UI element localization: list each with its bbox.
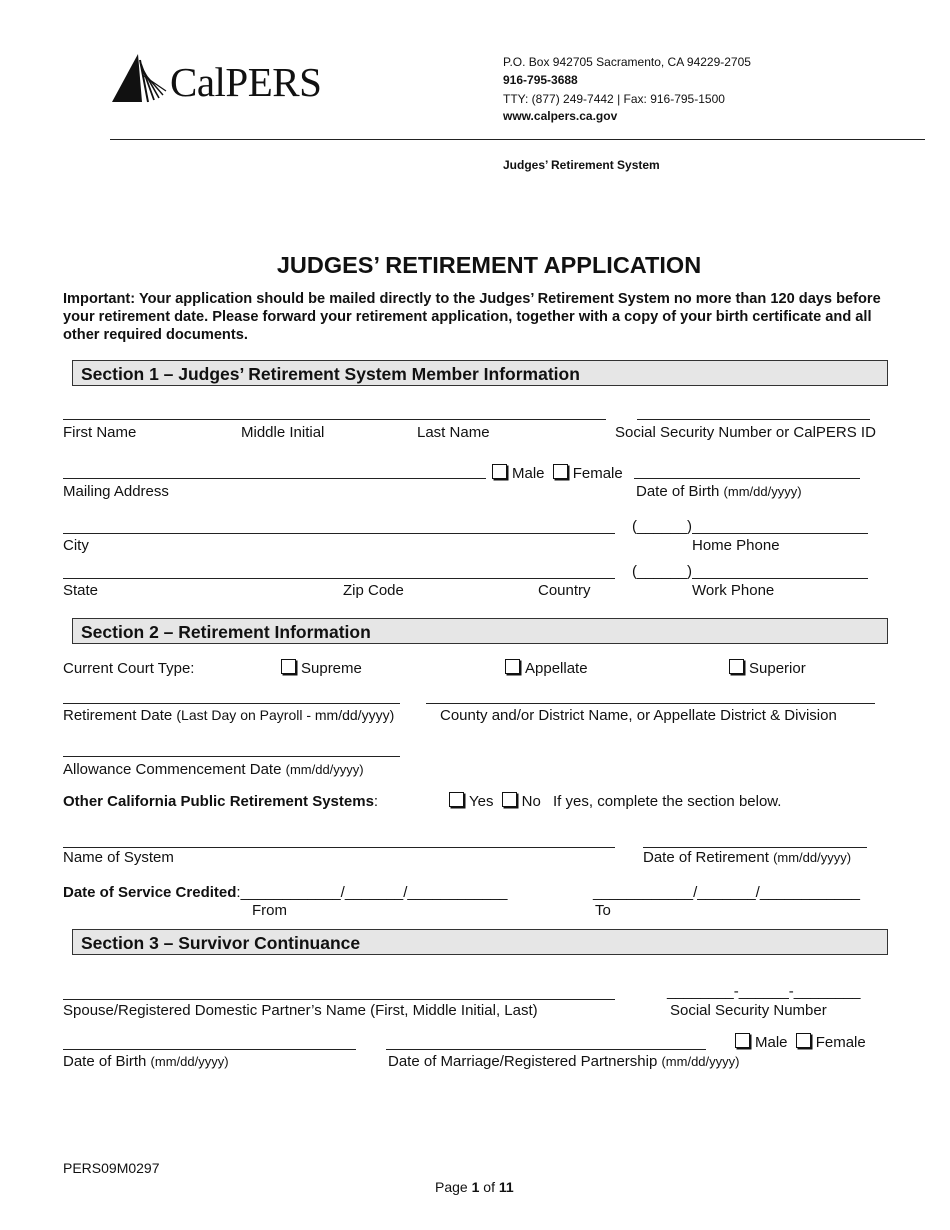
superior-checkbox[interactable] [729, 659, 744, 674]
spouse-dob-format: (mm/dd/yyyy) [150, 1054, 229, 1069]
dob-format: (mm/dd/yyyy) [723, 484, 802, 499]
appellate-checkbox[interactable] [505, 659, 520, 674]
male-label: Male [512, 465, 545, 482]
work-phone-input-line[interactable] [692, 578, 868, 579]
work-phone-label: Work Phone [692, 582, 775, 599]
country-label: Country [538, 582, 591, 599]
marriage-date-input-line[interactable] [386, 1049, 706, 1050]
date-of-retirement-format: (mm/dd/yyyy) [773, 850, 852, 865]
header-divider [110, 139, 925, 140]
ssn-id-label: Social Security Number or CalPERS ID [615, 424, 876, 441]
spouse-female-label: Female [815, 1034, 866, 1051]
retirement-date-label [63, 707, 394, 724]
page-total: 11 [498, 1179, 514, 1195]
court-type-label: Current Court Type: [63, 660, 195, 677]
name-of-system-label: Name of System [63, 849, 174, 866]
spouse-ssn-field[interactable]: ________-______-________ [667, 983, 861, 1000]
home-phone-area[interactable]: (______) [632, 518, 693, 535]
date-of-retirement-text: Date of Retirement [643, 849, 769, 866]
last-name-label: Last Name [417, 424, 490, 441]
home-phone-input-line[interactable] [692, 533, 868, 534]
supreme-label: Supreme [301, 660, 362, 677]
retirement-date-text: Retirement Date [63, 707, 173, 724]
spouse-name-label: Spouse/Registered Domestic Partner’s Name (First, Middle Initial, Last) [63, 1002, 538, 1019]
male-checkbox[interactable] [492, 464, 507, 479]
work-phone-area[interactable]: (______) [632, 563, 693, 580]
spouse-ssn-label: Social Security Number [670, 1002, 827, 1019]
logo-wordmark: CalPERS [170, 59, 322, 105]
date-credited-to-field[interactable]: ____________/_______/____________ [593, 884, 860, 901]
allowance-date-format: (mm/dd/yyyy) [285, 762, 364, 777]
phone-number: 916-795-3688 [503, 73, 578, 87]
no-checkbox[interactable] [502, 792, 517, 807]
important-notice: Important: Your application should be mailed directly to the Judges’ Retirement System no more than 120 days before your retirement date. Please forward your retirement application, together with a copy of your birth certificate and all other required documents. [63, 291, 881, 343]
address: P.O. Box 942705 Sacramento, CA 94229-2705 [503, 55, 751, 69]
name-input-line[interactable] [63, 419, 606, 420]
spouse-dob-label [63, 1053, 229, 1070]
section3-heading: Section 3 – Survivor Continuance [72, 929, 888, 955]
marriage-date-label [388, 1053, 739, 1070]
marriage-date-format: (mm/dd/yyyy) [661, 1054, 740, 1069]
spouse-name-input-line[interactable] [63, 999, 615, 1000]
calpers-logo-icon [112, 54, 168, 104]
retirement-date-note: (Last Day on Payroll - mm/dd/yyyy) [176, 707, 395, 723]
female-label: Female [572, 465, 623, 482]
page-title: JUDGES’ RETIREMENT APPLICATION [276, 252, 702, 278]
spouse-female-checkbox[interactable] [796, 1033, 811, 1048]
calpers-logo [112, 52, 327, 108]
date-credited-row [63, 884, 508, 901]
retirement-date-input-line[interactable] [63, 703, 400, 704]
spouse-dob-input-line[interactable] [63, 1049, 356, 1050]
yes-checkbox[interactable] [449, 792, 464, 807]
dob-input-line[interactable] [634, 478, 860, 479]
name-of-system-input-line[interactable] [63, 847, 615, 848]
ssn-input-line[interactable] [637, 419, 870, 420]
mailing-address-label: Mailing Address [63, 483, 169, 500]
zip-label: Zip Code [343, 582, 404, 599]
allowance-date-text: Allowance Commencement Date [63, 761, 282, 778]
female-checkbox[interactable] [553, 464, 568, 479]
city-input-line[interactable] [63, 533, 615, 534]
dob-text: Date of Birth [636, 483, 720, 500]
superior-label: Superior [749, 660, 806, 677]
page-of: of [483, 1179, 495, 1195]
spouse-gender-options [735, 1033, 866, 1051]
other-systems-colon: : [373, 793, 379, 810]
yes-label: Yes [469, 793, 494, 810]
supreme-checkbox[interactable] [281, 659, 296, 674]
page-current: 1 [471, 1179, 480, 1195]
other-systems-text: Other California Public Retirement Systems [63, 793, 374, 810]
date-credited-label: Date of Service Credited [63, 884, 237, 901]
supreme-option [281, 659, 362, 677]
no-label: No [521, 793, 541, 810]
date-credited-from-field[interactable]: :____________/_______/____________ [236, 884, 508, 901]
allowance-date-input-line[interactable] [63, 756, 400, 757]
marriage-date-text: Date of Marriage/Registered Partnership [388, 1053, 658, 1070]
home-phone-label: Home Phone [692, 537, 780, 554]
tty-fax: TTY: (877) 249-7442 | Fax: 916-795-1500 [503, 92, 725, 106]
allowance-date-label [63, 761, 364, 778]
spouse-male-checkbox[interactable] [735, 1033, 750, 1048]
state-zip-country-input-line[interactable] [63, 578, 615, 579]
other-systems-label [63, 793, 378, 810]
appellate-option [505, 659, 588, 677]
spouse-dob-text: Date of Birth [63, 1053, 147, 1070]
state-label: State [63, 582, 99, 599]
spouse-male-label: Male [755, 1034, 788, 1051]
date-of-retirement-input-line[interactable] [643, 847, 867, 848]
first-name-label: First Name [63, 424, 137, 441]
county-input-line[interactable] [426, 703, 875, 704]
system-name: Judges’ Retirement System [503, 158, 660, 172]
website-link[interactable]: www.calpers.ca.gov [503, 109, 618, 123]
dob-label [636, 483, 802, 500]
to-label: To [595, 902, 611, 919]
form-id: PERS09M0297 [63, 1160, 160, 1176]
appellate-label: Appellate [525, 660, 588, 677]
gender-options [492, 464, 623, 482]
superior-option [729, 659, 806, 677]
page-number [435, 1179, 514, 1195]
section2-heading: Section 2 – Retirement Information [72, 618, 888, 644]
other-systems-options [449, 792, 781, 810]
middle-initial-label: Middle Initial [241, 424, 325, 441]
city-label: City [63, 537, 89, 554]
mailing-address-input-line[interactable] [63, 478, 486, 479]
date-of-retirement-label [643, 849, 851, 866]
from-label: From [252, 902, 287, 919]
county-label: County and/or District Name, or Appellate District & Division [440, 707, 837, 724]
section1-heading: Section 1 – Judges’ Retirement System Member Information [72, 360, 888, 386]
page-word: Page [435, 1179, 468, 1195]
if-yes-instruction: If yes, complete the section below. [553, 793, 782, 810]
